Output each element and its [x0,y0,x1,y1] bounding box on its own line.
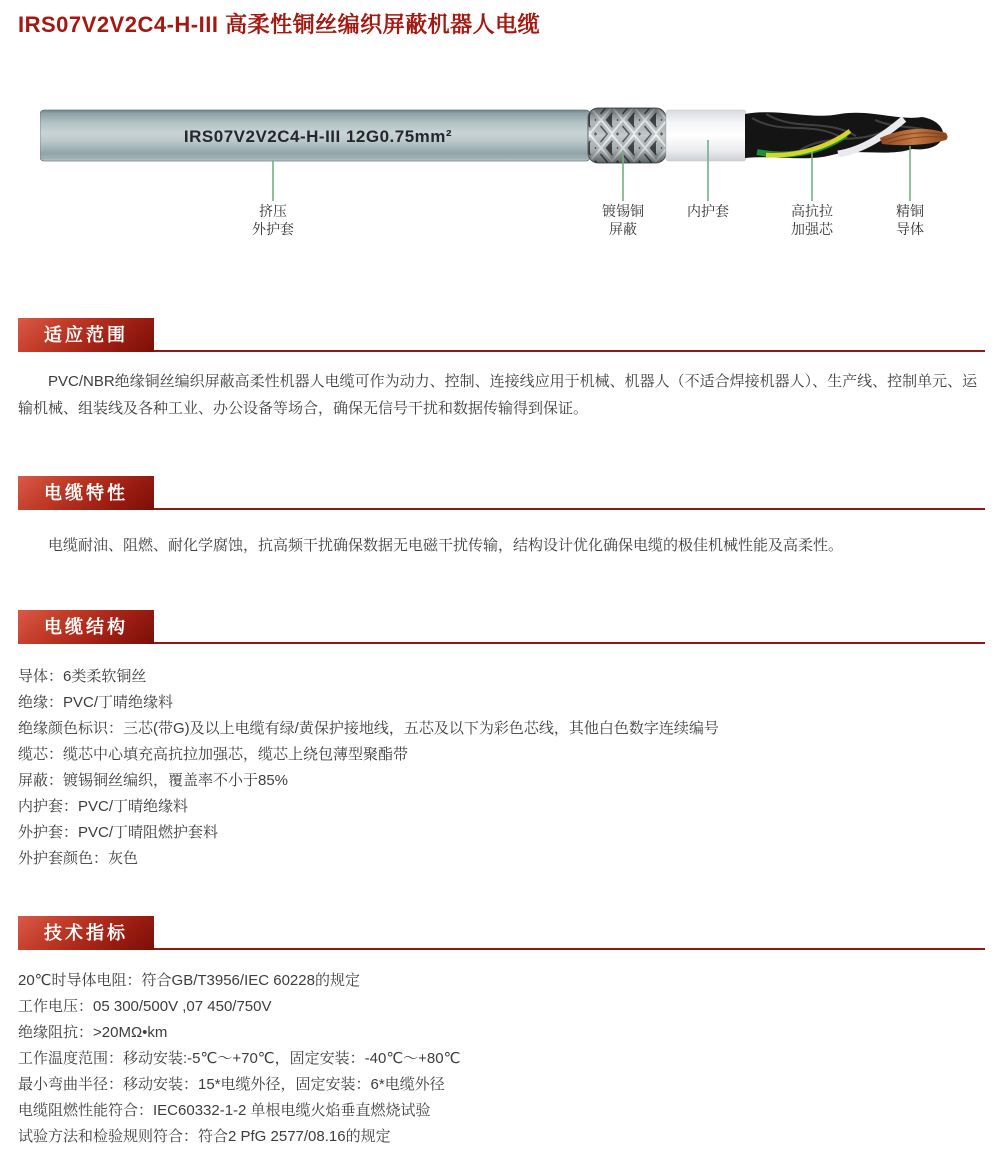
spec-line: 电缆阻燃性能符合：IEC60332-1-2 单根电缆火焰垂直燃烧试验 [18,1102,431,1119]
spec-list [18,968,985,1150]
spec-line: 外护套颜色：灰色 [18,850,139,867]
spec-line: 导体：6类柔软铜丝 [18,668,147,685]
cable-figure [40,106,955,251]
spec-line: 外护套：PVC/丁晴阻燃护套料 [18,824,219,841]
section-paragraph: 电缆耐油、阻燃、耐化学腐蚀，抗高频干扰确保数据无电磁干扰传输，结构设计优化确保电缆的极佳机械性能及高柔性。 [48,537,844,554]
section-header [18,916,985,950]
spec-line: 工作温度范围：移动安装:-5℃～+70℃，固定安装：-40℃～+80℃ [18,1050,461,1067]
cable-illustration [40,106,955,206]
section-header [18,476,985,510]
section-header [18,318,985,352]
braid-shield [588,108,666,163]
spec-line: 内护套：PVC/丁晴绝缘料 [18,798,189,815]
cable-part-label: 挤压 外护套 [252,203,294,237]
cable-part-label: 精铜 导体 [896,203,924,237]
spec-line: 绝缘：PVC/丁晴绝缘料 [18,694,174,711]
outer-sheath [40,110,590,161]
inner-sheath [666,110,746,161]
section-heading-badge: 电缆特性 [18,476,154,510]
section-cable-structure [18,610,985,872]
section-heading-badge: 电缆结构 [18,610,154,644]
section-heading-badge: 技术指标 [18,916,154,950]
spec-line: 20℃时导体电阻：符合GB/T3956/IEC 60228的规定 [18,972,360,989]
spec-line: 工作电压：05 300/500V ,07 450/750V [18,998,272,1015]
spec-line: 试验方法和检验规则符合：符合2 PfG 2577/08.16的规定 [18,1128,391,1145]
spec-line: 绝缘颜色标识：三芯(带G)及以上电缆有绿/黄保护接地线，五芯及以下为彩色芯线，其他白色数字连续编号 [18,720,719,737]
cable-part-label: 镀锡铜 屏蔽 [602,203,644,237]
section-header [18,610,985,644]
spec-line: 缆芯：缆芯中心填充高抗拉加强芯，缆芯上绕包薄型聚酯带 [18,746,409,763]
spec-list [18,664,985,872]
section-paragraph: PVC/NBR绝缘铜丝编织屏蔽高柔性机器人电缆可作为动力、控制、连接线应用于机械、机器人（不适合焊接机器人）、生产线、控制单元、运输机械、组装线及各种工业、办公设备等场合，确保无信号干扰和数据传输得到保证。 [18,373,978,417]
sheath-print-text: IRS07V2V2C4-H-III 12G0.75mm² [183,127,453,146]
core-bundle [745,112,948,158]
section-cable-characteristics [18,476,985,559]
spec-line: 最小弯曲半径：移动安装：15*电缆外径，固定安装：6*电缆外径 [18,1076,445,1093]
section-application-scope [18,318,985,422]
spec-line: 屏蔽：镀锡铜丝编织，覆盖率不小于85% [18,772,289,789]
page-title: IRS07V2V2C4-H-III 高柔性铜丝编织屏蔽机器人电缆 [18,12,541,37]
section-heading-badge: 适应范围 [18,318,154,352]
cable-part-label: 内护套 [687,203,729,219]
cable-part-label: 高抗拉 加强芯 [791,203,833,237]
section-technical-specs [18,916,985,1150]
spec-line: 绝缘阻抗：>20MΩ•km [18,1024,168,1041]
